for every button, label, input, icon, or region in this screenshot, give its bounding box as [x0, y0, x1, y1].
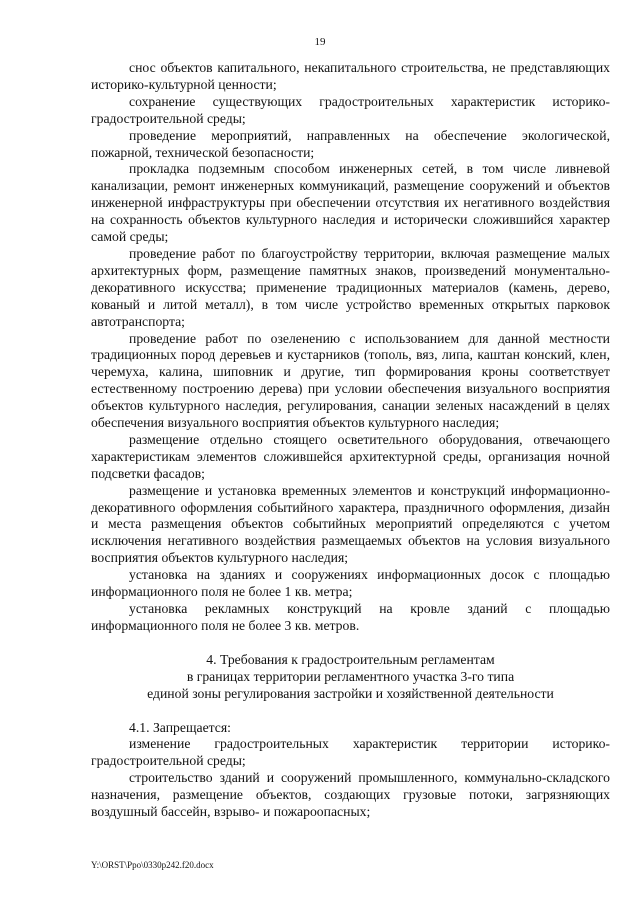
list-item: снос объектов капитального, некапитального строительства, не представляющих историко-культурной ценности; — [91, 60, 610, 92]
list-item: размещение отдельно стоящего осветительного оборудования, отвечающего характеристикам элементов сложившейся архитектурной среды, организация ночной подсветки фасадов; — [91, 431, 610, 481]
list-item: установка на зданиях и сооружениях информационных досок с площадью информационного поля не более 1 кв. метра; — [91, 567, 610, 600]
list-item: размещение и установка временных элементов и конструкций информационно-декоративного оформления событийного характера, праздничного оформления, дизайн и места размещения объектов событийных мероприятий определяются с учетом исключения негативного воздействия размещаемых объектов на условия визуального восприятия объектов культурного наследия; — [91, 482, 610, 566]
page-number: 19 — [314, 36, 326, 48]
document-body — [91, 60, 610, 821]
subsection-title: 4.1. Запрещается: — [129, 719, 231, 735]
list-item: проведение работ по благоустройству территории, включая размещение малых архитектурных форм, размещение памятных знаков, произведений монументально-декоративного искусства; применение традиционных материалов (камень, дерево, кованый и литой металл), в том числе устройство временных открытых парковок автотранспорта; — [91, 245, 610, 329]
list-item: изменение градостроительных характеристик территории историко-градостроительной среды; — [91, 736, 610, 769]
list-item: сохранение существующих градостроительных характеристик историко-градостроительной среды; — [91, 93, 610, 126]
section-heading — [91, 652, 610, 703]
footer-file-path: Y:\ORST\Ppo\0330p242.f20.docx — [91, 860, 214, 870]
list-item: проведение работ по озеленению с использованием для данной местности традиционных пород деревьев и кустарников (тополь, вяз, липа, каштан конский, клен, черемуха, калина, шиповник и другие, тип формирования кроны соответствует естественному построению дерева) при условии обеспечения визуального восприятия объектов культурного наследия, регулирования, санации зеленых насаждений в целях обеспечения визуального восприятия объектов культурного наследия; — [91, 330, 610, 431]
list-item: установка рекламных конструкций на кровле зданий с площадью информационного поля не более 3 кв. метров. — [91, 601, 610, 633]
section-heading-line-2: в границах территории регламентного участка 3-го типа — [186, 668, 515, 684]
list-item: прокладка подземным способом инженерных сетей, в том числе ливневой канализации, ремонт инженерных коммуникаций, размещение сооружений и объектов инженерной инфраструктуры при обеспечении отсутствия их негативного воздействия на сохранность объектов культурного наследия и исторически сложившийся характер самой среды; — [91, 161, 610, 245]
list-item: строительство зданий и сооружений промышленного, коммунально-складского назначения, размещение объектов, создающих грузовые потоки, загрязняющих воздушный бассейн, взрыво- и пожароопасных; — [91, 770, 610, 820]
list-item: проведение мероприятий, направленных на обеспечение экологической, пожарной, технической безопасности; — [91, 127, 610, 160]
section-heading-line-1: 4. Требования к градостроительным регламентам — [206, 651, 495, 667]
section-heading-line-3: единой зоны регулирования застройки и хозяйственной деятельности — [147, 685, 554, 701]
